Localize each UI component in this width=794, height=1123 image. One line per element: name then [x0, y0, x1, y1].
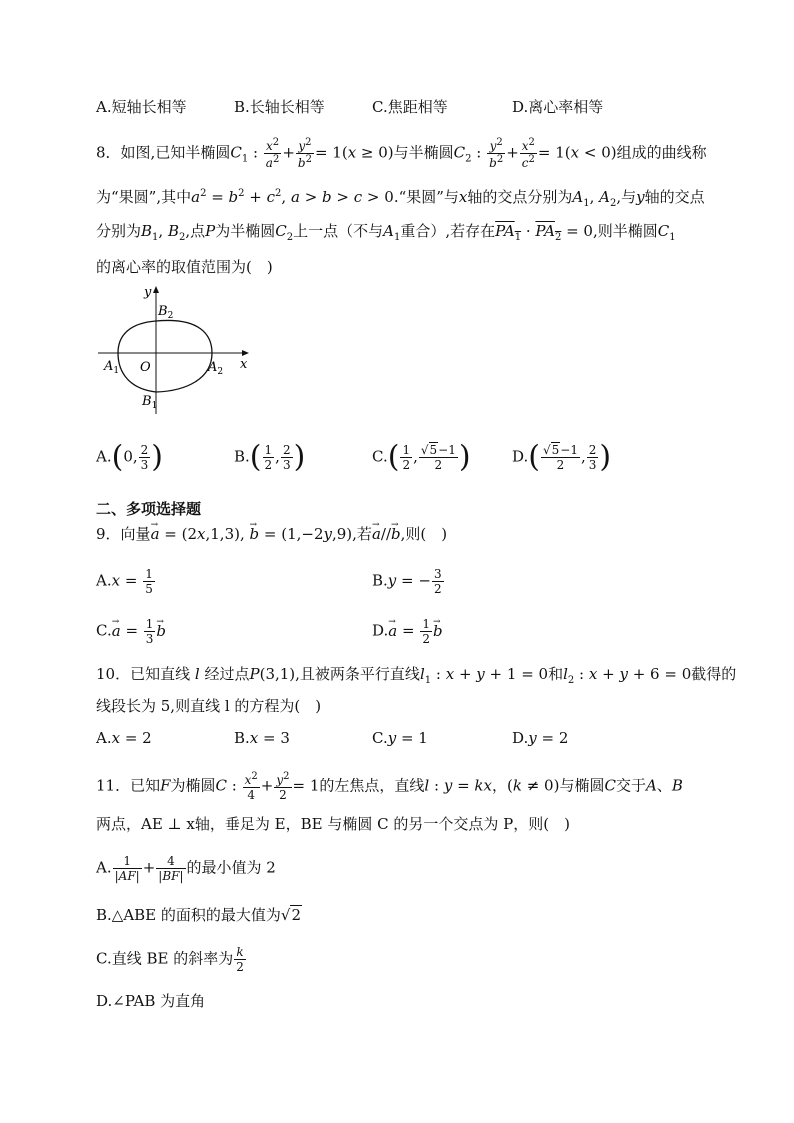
q8-option-b: B.( $\frac{1}{2}$ , $\frac{2}{3}$ ): [234, 439, 306, 475]
q7-option-c: C.焦距相等: [372, 98, 448, 116]
q8-line-3: 分别为$B_1$, $B_2$,点P为半椭圆$C_2$上一点（不与$A_1$重合）,若存在$PA_1 \cdot PA_2 = 0$,则半椭圆$C_1$: [96, 222, 676, 243]
q9-option-c: C.→ a = $\frac{1}{3}$ → b: [96, 618, 166, 645]
q8-figure: [90, 283, 260, 418]
q10-option-c: C.y = 1: [372, 729, 428, 747]
section-heading: 二、多项选择题: [96, 500, 202, 518]
q7-option-a: A.短轴长相等: [96, 98, 187, 116]
q8-option-d: D.( $\frac{√5-1}{2}$ , $\frac{2}{3}$ ): [512, 439, 612, 475]
q11-line-1: 11．已知F为椭圆C : $\frac{x^2}{4}$ + $\frac{y^2}{2}$ = 1的左焦点，直线l : y = kx，(k ≠ 0)与椭圆C交于A、B: [96, 771, 683, 802]
b1-label: $B_1$: [142, 394, 158, 411]
q11-option-b: B.△ABE 的面积的最大值为√2: [96, 906, 302, 924]
x-axis-arrow: [242, 350, 249, 356]
q9-option-a: A.x = $\frac{1}{5}$: [96, 567, 153, 596]
q9-option-d: D.→ a = $\frac{1}{2}$ → b: [372, 618, 443, 645]
q8-option-a: A.(0, $\frac{2}{3}$ ): [96, 439, 163, 475]
fruit-curve: [118, 320, 212, 392]
q10-line-2: 线段长为 5,则直线 l 的方程为( ): [96, 697, 322, 715]
q7-option-b: B.长轴长相等: [234, 98, 325, 116]
b2-label: $B_2$: [158, 304, 174, 321]
q9-stem: 9．向量→ a = (2x,1,3), → b = (1,−2y,9),若→ a//→ b,则( ): [96, 523, 447, 545]
x-label: x: [240, 357, 248, 372]
q11-option-d: D.∠PAB 为直角: [96, 992, 206, 1010]
q11-line-2: 两点，AE ⊥ x轴，垂足为 E，BE 与椭圆 C 的另一个交点为 P，则( ): [96, 815, 570, 833]
q10-line-1: 10．已知直线 l 经过点P(3,1),且被两条平行直线$l_1$ : x + y + 1 = 0和$l_2$ : x + y + 6 = 0截得的: [96, 665, 737, 686]
q8-option-c: C.( $\frac{1}{2}$ , $\frac{√5-1}{2}$ ): [372, 439, 471, 475]
q11-option-c: C.直线 BE 的斜率为 $\frac{k}{2}$: [96, 945, 244, 974]
q10-option-b: B.x = 3: [234, 729, 290, 747]
a1-label: $A_1$: [104, 359, 120, 376]
y-axis-arrow: [153, 286, 159, 293]
q7-option-d: D.离心率相等: [512, 98, 604, 116]
q9-option-b: B.y = − $\frac{3}{2}$: [372, 567, 442, 596]
y-label: y: [144, 285, 152, 300]
q10-option-d: D.y = 2: [512, 729, 569, 747]
q8-line-4: 的离心率的取值范围为( ): [96, 258, 273, 276]
a2-label: $A_2$: [208, 360, 224, 377]
q10-option-a: A.x = 2: [96, 729, 152, 747]
q8-line-2: 为“果圆”,其中$a^2 = b^2 + c^2$, a > b > c > 0.“果圆”与x轴的交点分别为$A_1$, $A_2$,与y轴的交点: [96, 188, 705, 209]
q11-option-a: A. $\frac{1}{|AF|}$ + $\frac{4}{|BF|}$ 的最小值为 2: [96, 854, 276, 883]
q8-line-1: 8．如图,已知半椭圆$C_1$ : $\frac{x^2}{a^2}$ + $\frac{y^2}{b^2}$ = 1(x ≥ 0)与半椭圆$C_2$ : $\frac{y^2}{b^2}$ + $\frac{x^2}{c^2}$ = 1(x < 0)组成的曲线称: [96, 137, 707, 170]
origin-label: O: [140, 360, 151, 375]
